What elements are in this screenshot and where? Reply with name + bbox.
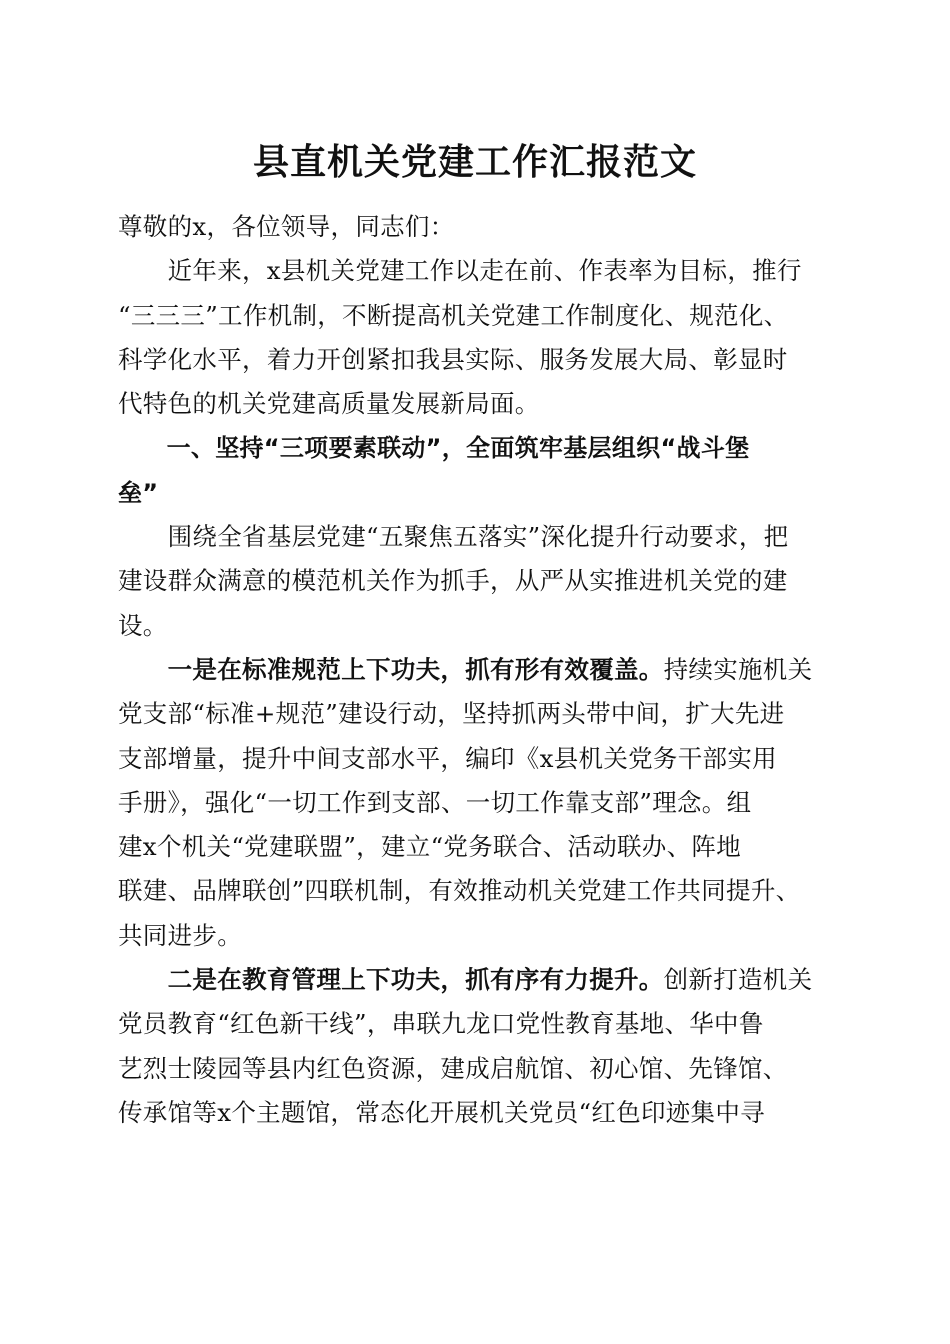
lead-phrase: 二是在教育管理上下功夫，抓有序有力提升。 [118,965,664,995]
text-span: 创新打造机关 [663,965,813,995]
text-line: 手册》，强化“一切工作到支部、一切工作靠支部”理念。组 [118,787,752,817]
text-line: 围绕全省基层党建“五聚焦五落实”深化提升行动要求，把 [118,522,789,552]
text-line: 近年来，x县机关党建工作以走在前、作表率为目标，推行 [118,256,802,286]
text-line: 联建、品牌联创”四联机制，有效推动机关党建工作共同提升、 [118,876,801,906]
lead-phrase: 一是在标准规范上下功夫，抓有形有效覆盖。 [118,654,664,684]
text-line: 设。 [118,610,168,640]
text-line: 党支部“标准+规范”建设行动，坚持抓两头带中间，扩大先进 [118,699,785,729]
heading-line: 垒” [118,478,159,507]
paragraph-2 [118,648,858,958]
intro-paragraph [118,249,858,426]
text-line [118,648,858,692]
text-line: 建x个机关“党建联盟”，建立“党务联合、活动联办、阵地 [118,832,741,862]
paragraph-3 [118,958,858,1135]
text-line: 艺烈士陵园等县内红色资源，建成启航馆、初心馆、先锋馆、 [118,1053,788,1083]
text-span: 持续实施机关 [663,654,813,684]
text-line: 共同进步。 [118,920,242,950]
section-heading-1 [118,426,858,515]
text-line [118,958,858,1002]
text-line: 建设群众满意的模范机关作为抓手，从严从实推进机关党的建 [118,566,788,596]
document-title: 县直机关党建工作汇报范文 [252,142,697,183]
text-line: 支部增量，提升中间支部水平，编印《x县机关党务干部实用 [118,743,777,773]
text-line: 党员教育“红色新干线”，串联九龙口党性教育基地、华中鲁 [118,1009,764,1039]
document-body [118,205,858,1135]
heading-line: 一、坚持“三项要素联动”，全面筑牢基层组织“战斗堡 [118,434,750,463]
text-line: 科学化水平，着力开创紧扣我县实际、服务发展大局、彰显时 [118,344,788,374]
text-line: 传承馆等x个主题馆，常态化开展机关党员“红色印迹集中寻 [118,1097,765,1127]
text-line: 代特色的机关党建高质量发展新局面。 [118,389,540,419]
paragraph-1 [118,515,858,648]
text-line: “三三三”工作机制，不断提高机关党建工作制度化、规范化、 [118,300,789,330]
salutation: 尊敬的x，各位领导，同志们： [118,212,455,241]
